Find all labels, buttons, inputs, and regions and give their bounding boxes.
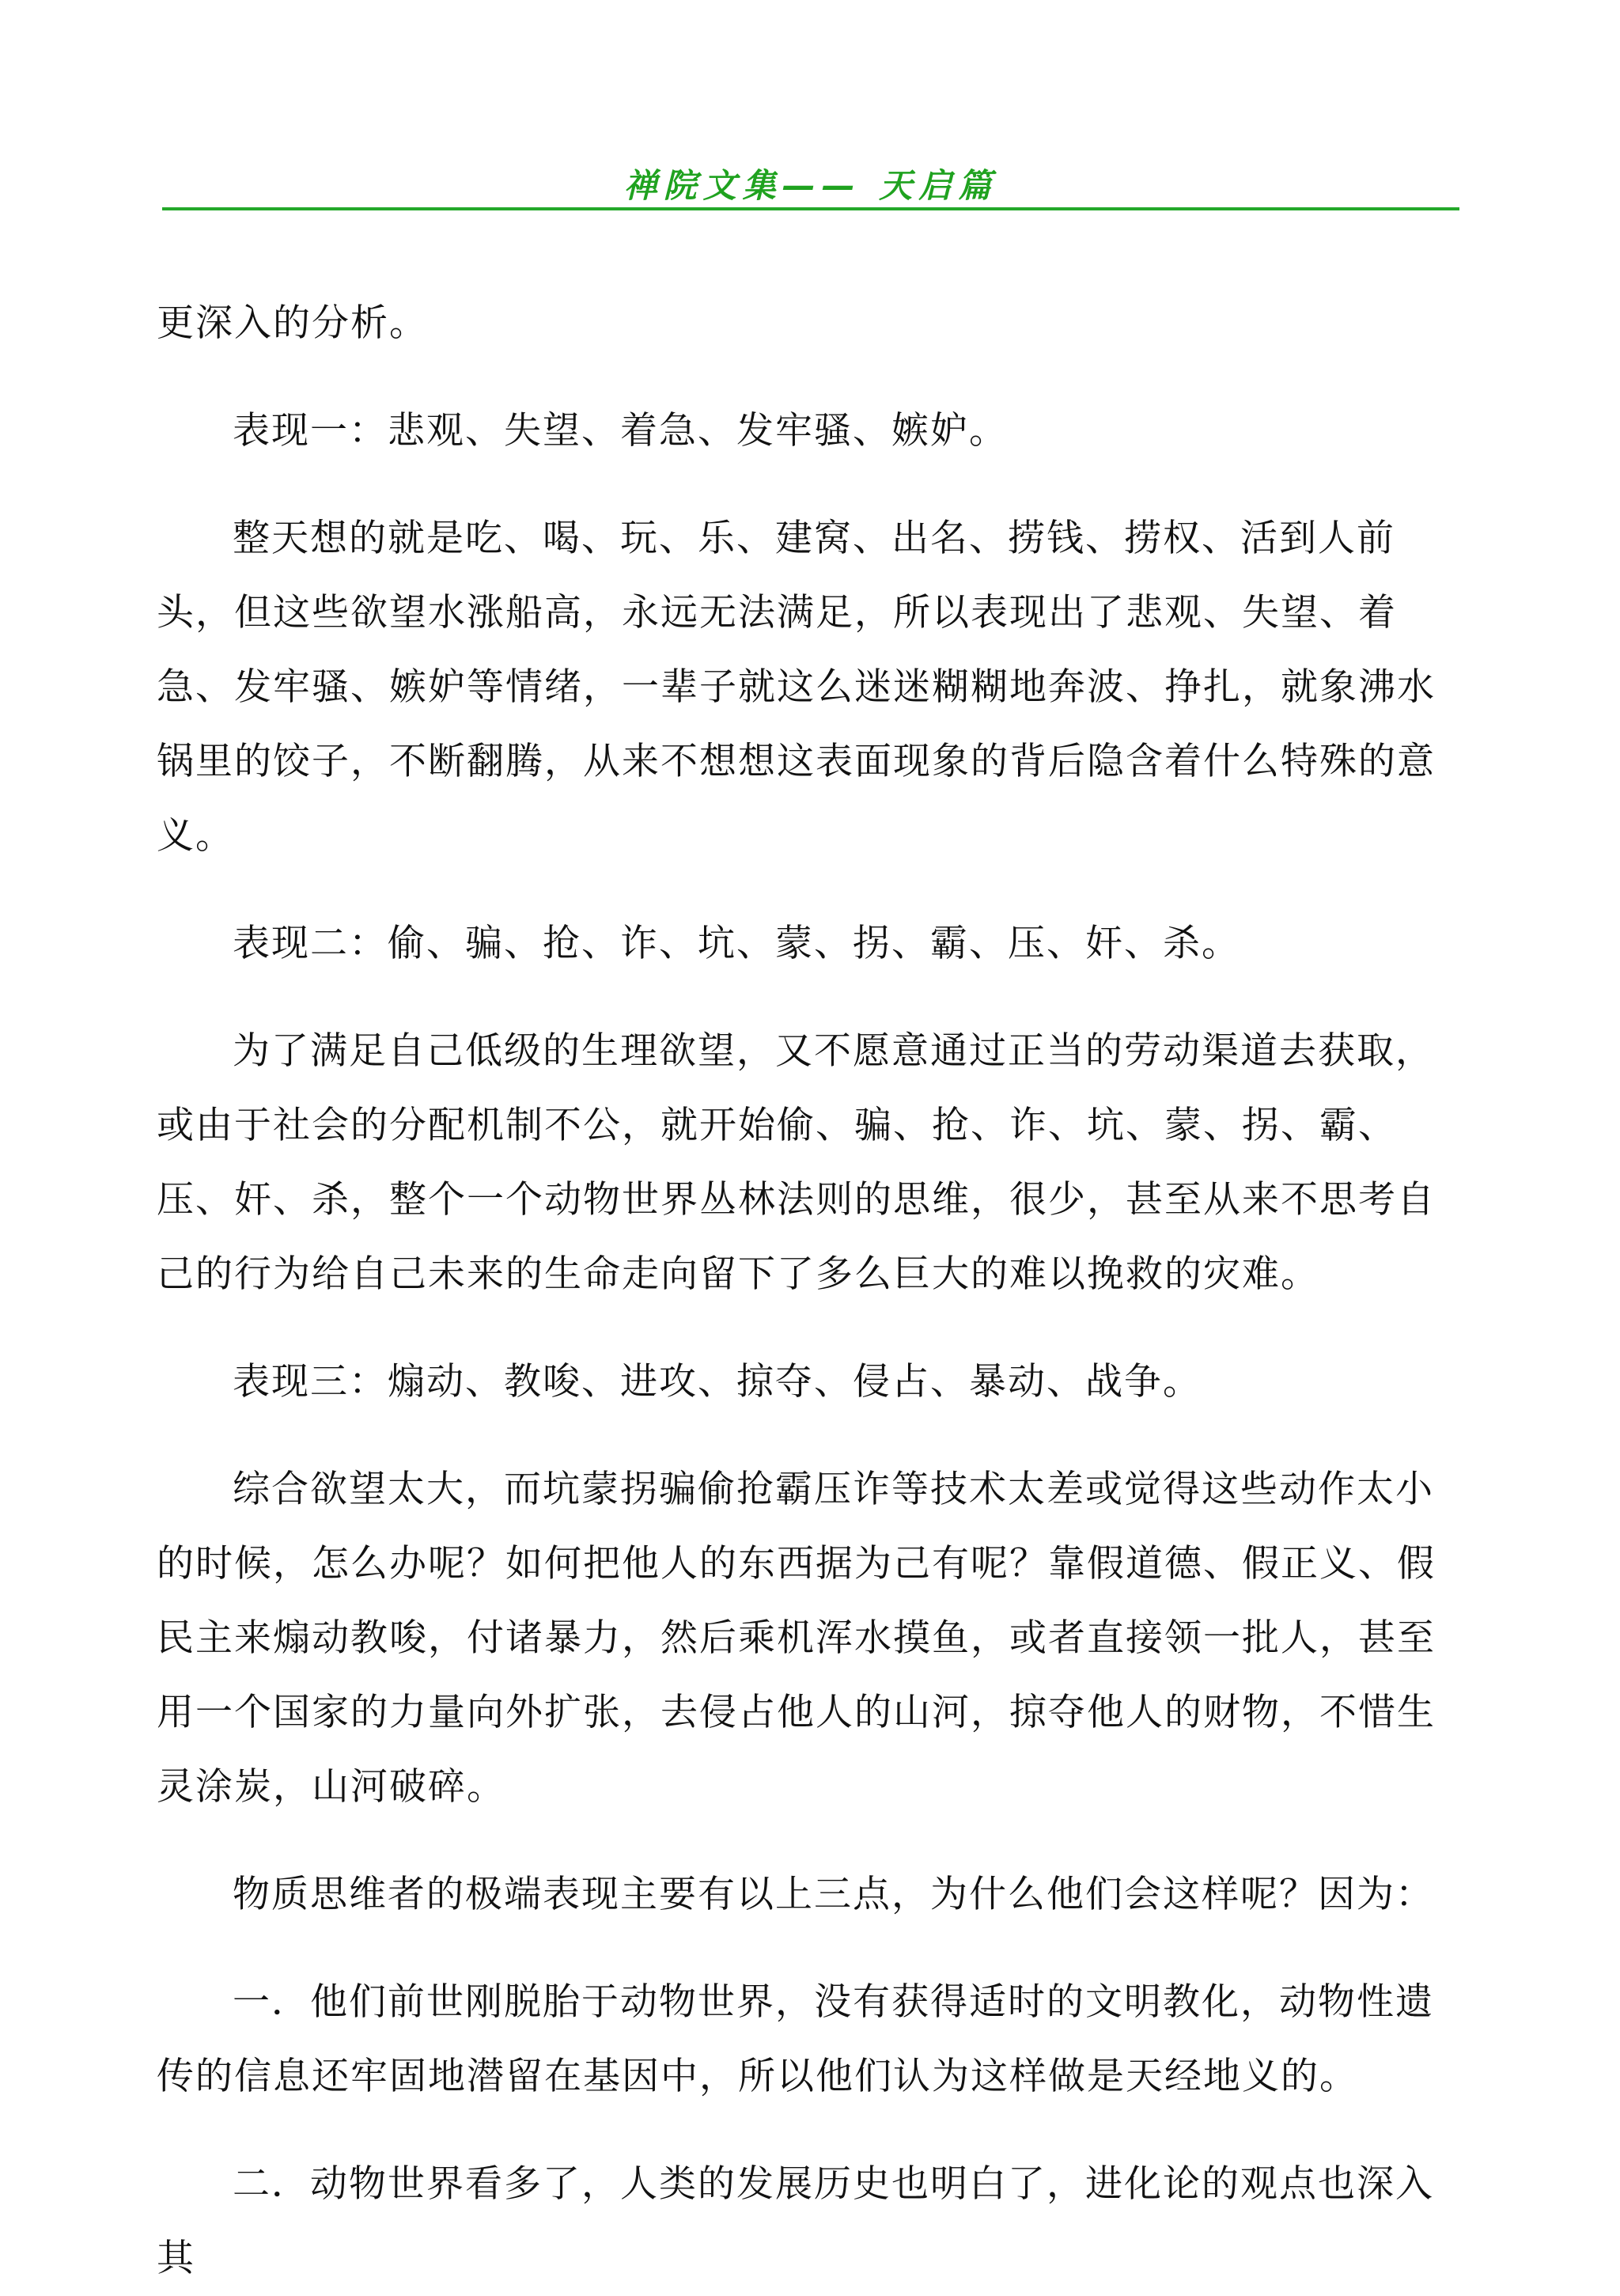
paragraph-heading-3: 表现三：煽动、教唆、进攻、掠夺、侵占、暴动、战争。 — [233, 1360, 1202, 1404]
paragraph-list-item-2: 二．动物世界看多了，人类的发展历史也明白了，进化论的观点也深入其 — [157, 2162, 1434, 2280]
paragraph-heading-2: 表现二：偷、骗、抢、诈、坑、蒙、拐、霸、压、奸、杀。 — [233, 922, 1240, 965]
paragraph-continuation: 更深入的分析。 — [157, 301, 428, 345]
page-header — [162, 155, 1459, 210]
paragraph: 物质思维者的极端表现主要有以上三点，为什么他们会这样呢？因为： — [233, 1873, 1434, 1916]
document-body — [157, 286, 1462, 2296]
header-title: 禅院文集—— 天启篇 — [623, 166, 998, 205]
paragraph-heading-1: 表现一：悲观、失望、着急、发牢骚、嫉妒。 — [233, 409, 1008, 453]
paragraph: 综合欲望太大，而坑蒙拐骗偷抢霸压诈等技术太差或觉得这些动作太小的时候，怎么办呢？如何把他人的东西据为己有呢？靠假道德、假正义、假民主来煽动教唆，付诸暴力，然后乘机浑水摸鱼，或者直接领一批人，甚至用一个国家的力量向外扩张，去侵占他人的山河，掠夺他人的财物，不惜生灵涂炭，山河破碎。 — [157, 1468, 1436, 1809]
paragraph: 为了满足自己低级的生理欲望，又不愿意通过正当的劳动渠道去获取，或由于社会的分配机制不公，就开始偷、骗、抢、诈、坑、蒙、拐、霸、压、奸、杀，整个一个动物世界丛林法则的思维，很少，甚至从来不思考自己的行为给自己未来的生命走向留下了多么巨大的难以挽救的灾难。 — [157, 1029, 1436, 1296]
paragraph-list-item-1: 一．他们前世刚脱胎于动物世界，没有获得适时的文明教化，动物性遗传的信息还牢固地潜留在基因中，所以他们认为这样做是天经地义的。 — [157, 1980, 1434, 2098]
paragraph: 整天想的就是吃、喝、玩、乐、建窝、出名、捞钱、捞权、活到人前头，但这些欲望水涨船高，永远无法满足，所以表现出了悲观、失望、着急、发牢骚、嫉妒等情绪，一辈子就这么迷迷糊糊地奔波、挣扎，就象沸水锅里的饺子，不断翻腾，从来不想想这表面现象的背后隐含着什么特殊的意义。 — [157, 517, 1436, 858]
